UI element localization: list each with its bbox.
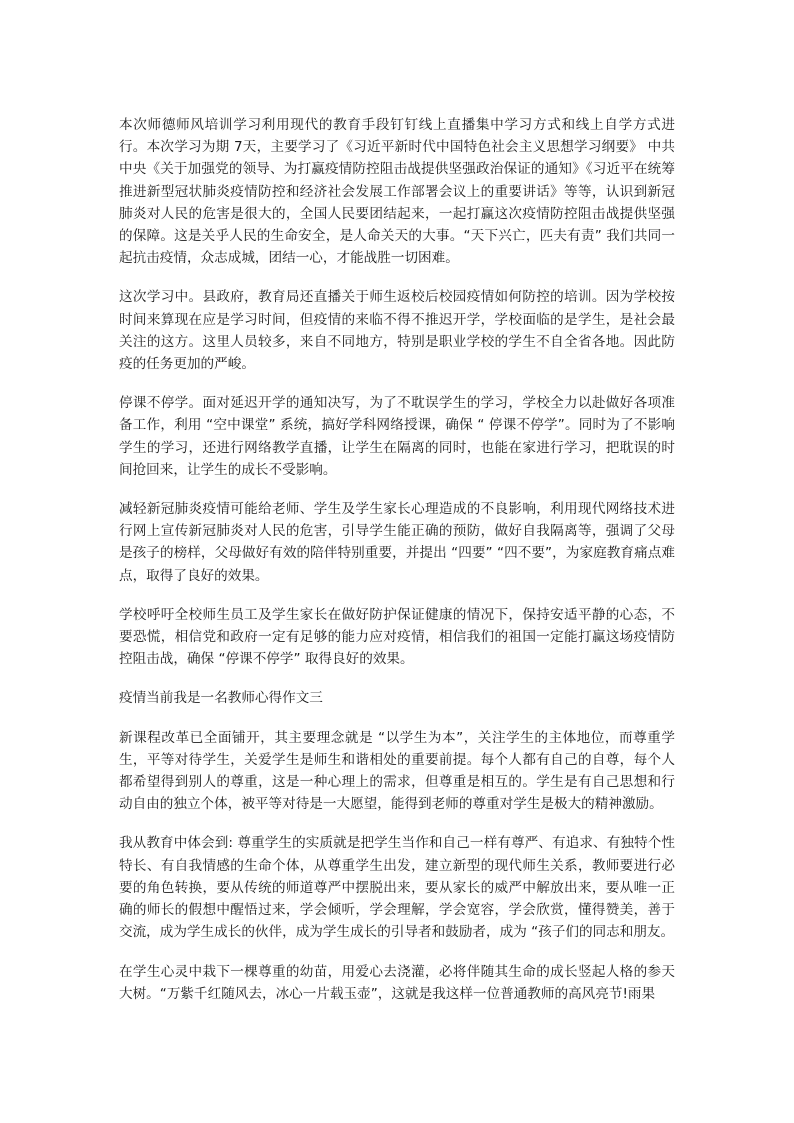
paragraph-4: 减轻新冠肺炎疫情可能给老师、学生及学生家长心理造成的不良影响，利用现代网络技术进行网上宣传新冠肺炎对人民的危害，引导学生能正确的预防，做好自我隔离等，强调了父母是孩子的榜样，父母做好有效的陪伴特别重要，并提出 “四要” “四不要”，为家庭教育痛点难点，取得了良好的效果。 xyxy=(119,501,675,584)
paragraph-3: 停课不停学。面对延迟开学的通知决写，为了不耽误学生的学习，学校全力以赴做好各项准备工作，利用 “空中课堂” 系统，搞好学科网络授课，确保 “ 停课不停学”。同时为了不影响学生的学习，还进行网络教学直播，让学生在隔离的同时，也能在家进行学习，把耽误的时间抢回来，让学生的成长不受影响。 xyxy=(119,395,675,478)
paragraph-6: 新课程改革已全面铺开，其主要理念就是 “以学生为本”，关注学生的主体地位，而尊重学生，平等对待学生，关爱学生是师生和谐相处的重要前提。每个人都有自己的自尊，每个人都希望得到别人的尊重，这是一种心理上的需求，但尊重是相互的。学生是有自己思想和行动自由的独立个体，被平等对待是一大愿望，能得到老师的尊重对学生是极大的精神激励。 xyxy=(119,729,675,813)
paragraph-2: 这次学习中。县政府，教育局还直播关于师生返校后校园疫情如何防控的培训。因为学校按时间来算现在应是学习时间，但疫情的来临不得不推迟开学，学校面临的是学生，是社会最关注的这方。这里人员较多，来自不同地方，特别是职业学校的学生不自全省各地。因此防疫的任务更加的严峻。 xyxy=(119,289,675,373)
paragraph-1: 本次师德师风培训学习利用现代的教育手段钉钉线上直播集中学习方式和线上自学方式进行。本次学习为期 7天，主要学习了《习近平新时代中国特色社会主义思想学习纲要》 中共中央《关于加强党的领导、为打赢疫情防控阻击战提供坚强政治保证的通知》《习近平在统筹推进新型冠状肺炎疫情防控和经济社会发展工作部署会议上的重要讲话》等等，认识到新冠肺炎对人民的危害是很大的，全国人民要团结起来，一起打赢这次疫情防控阻击战提供坚强的保障。这是关乎人民的生命安全，是人命关天的大事。“天下兴亡，匹夫有责” 我们共同一起抗击疫情，众志成城，团结一心，才能战胜一切困难。 xyxy=(119,117,675,267)
paragraph-7: 我从教育中体会到: 尊重学生的实质就是把学生当作和自己一样有尊严、有追求、有独特个性特长、有自我情感的生命个体，从尊重学生出发，建立新型的现代师生关系，教师要进行必要的角色转换，要从传统的师道尊严中摆脱出来，要从家长的威严中解放出来，要从唯一正确的师长的假想中醒悟过来，学会倾听，学会理解，学会宽容，学会欣赏，懂得赞美，善于交流，成为学生成长的伙伴，成为学生成长的引导者和鼓励者，成为 “孩子们的同志和朋友。 xyxy=(119,835,675,941)
section-heading: 疫情当前我是一名教师心得作文三 xyxy=(119,690,323,707)
document-page xyxy=(119,114,675,1005)
paragraph-8: 在学生心灵中栽下一棵尊重的幼苗，用爱心去浇灌，必将伴随其生命的成长竖起人格的参天大树。“万紫千红随风去，冰心一片载玉壶”，这就是我这样一位普通教师的高风亮节!雨果 xyxy=(119,963,675,1002)
paragraph-5: 学校呼吁全校师生员工及学生家长在做好防护保证健康的情况下，保持安适平静的心态，不要恐慌，相信党和政府一定有足够的能力应对疫情，相信我们的祖国一定能打赢这场疫情防控阻击战，确保 “停课不停学” 取得良好的效果。 xyxy=(119,606,675,668)
